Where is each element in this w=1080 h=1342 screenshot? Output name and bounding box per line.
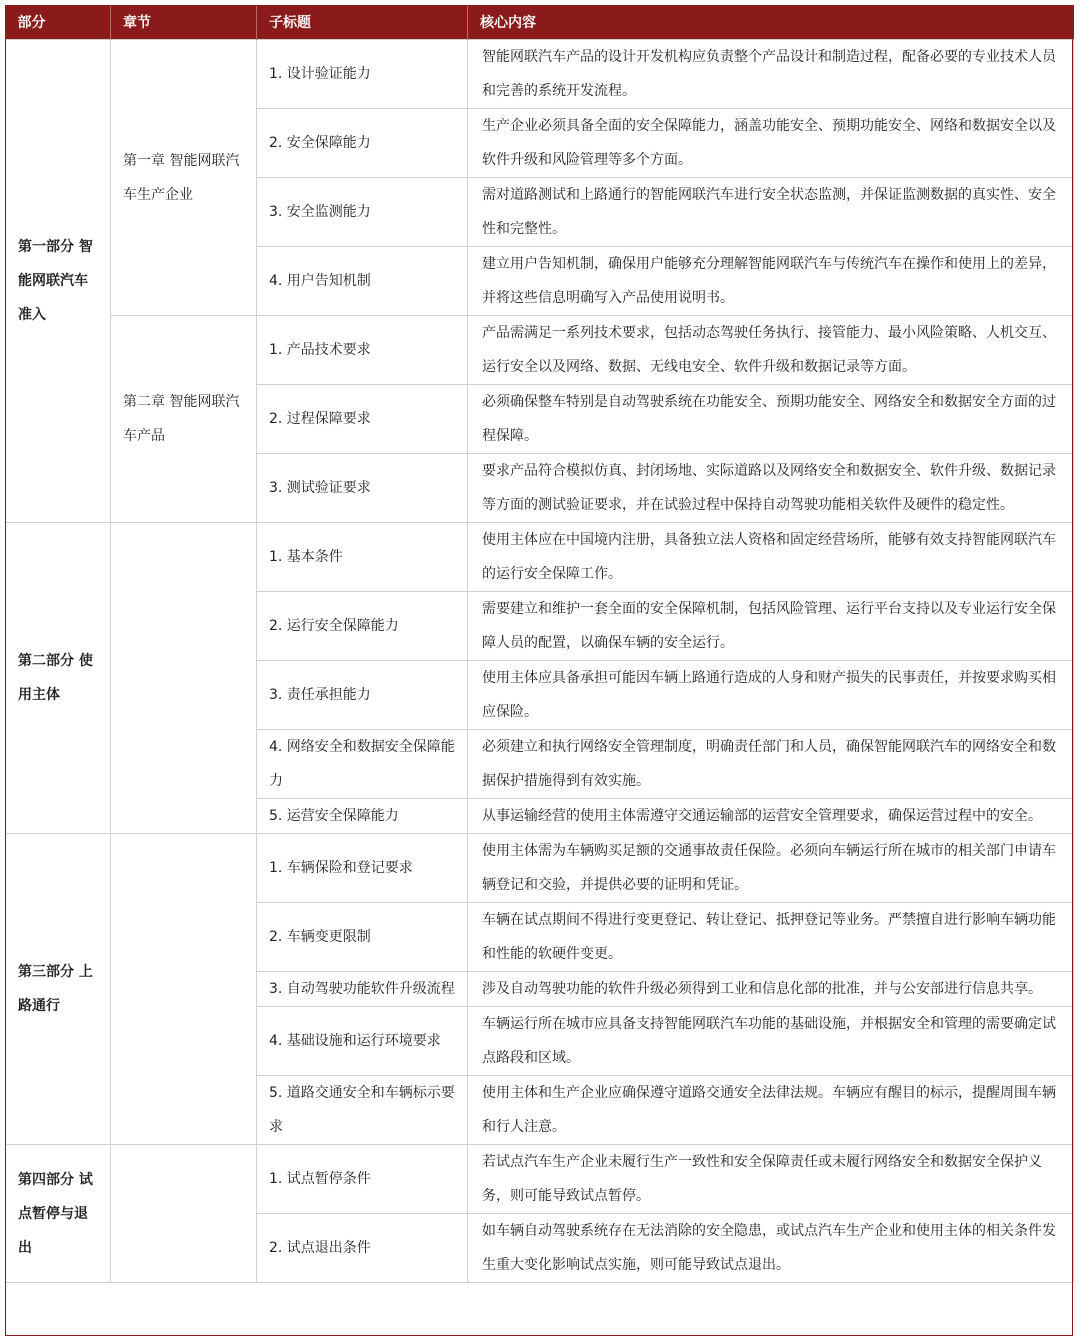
- chapter-cell: [111, 523, 257, 834]
- content-cell: 使用主体应具备承担可能因车辆上路通行造成的人身和财产损失的民事责任，并按要求购买相应保险。: [468, 661, 1074, 730]
- header-content: 核心内容: [468, 5, 1074, 40]
- chapter-cell: [111, 1145, 257, 1283]
- subtitle-cell: 2. 过程保障要求: [257, 385, 468, 454]
- subtitle-cell: 1. 试点暂停条件: [257, 1145, 468, 1214]
- subtitle-cell: 2. 试点退出条件: [257, 1214, 468, 1283]
- subtitle-cell: 4. 用户告知机制: [257, 247, 468, 316]
- content-cell: 要求产品符合模拟仿真、封闭场地、实际道路以及网络安全和数据安全、软件升级、数据记录等方面的测试验证要求，并在试验过程中保持自动驾驶功能相关软件及硬件的稳定性。: [468, 454, 1074, 523]
- subtitle-cell: 1. 基本条件: [257, 523, 468, 592]
- chapter-cell: 第二章 智能网联汽车产品: [111, 316, 257, 523]
- content-cell: 从事运输经营的使用主体需遵守交通运输部的运营安全管理要求，确保运营过程中的安全。: [468, 799, 1074, 834]
- policy-table: [5, 5, 1074, 1283]
- content-cell: 车辆运行所在城市应具备支持智能网联汽车功能的基础设施，并根据安全和管理的需要确定试点路段和区域。: [468, 1007, 1074, 1076]
- content-cell: 涉及自动驾驶功能的软件升级必须得到工业和信息化部的批准，并与公安部进行信息共享。: [468, 972, 1074, 1007]
- subtitle-cell: 1. 设计验证能力: [257, 40, 468, 109]
- content-cell: 生产企业必须具备全面的安全保障能力，涵盖功能安全、预期功能安全、网络和数据安全以及软件升级和风险管理等多个方面。: [468, 109, 1074, 178]
- subtitle-cell: 1. 产品技术要求: [257, 316, 468, 385]
- content-cell: 使用主体和生产企业应确保遵守道路交通安全法律法规。车辆应有醒目的标示，提醒周围车辆和行人注意。: [468, 1076, 1074, 1145]
- table-row: [6, 316, 1074, 385]
- subtitle-cell: 2. 安全保障能力: [257, 109, 468, 178]
- content-cell: 车辆在试点期间不得进行变更登记、转让登记、抵押登记等业务。严禁擅自进行影响车辆功能和性能的软硬件变更。: [468, 903, 1074, 972]
- subtitle-cell: 4. 基础设施和运行环境要求: [257, 1007, 468, 1076]
- chapter-cell: [111, 834, 257, 1145]
- subtitle-cell: 1. 车辆保险和登记要求: [257, 834, 468, 903]
- chapter-cell: 第一章 智能网联汽车生产企业: [111, 40, 257, 316]
- table-body: [6, 40, 1074, 1283]
- part-cell: 第四部分 试点暂停与退出: [6, 1145, 111, 1283]
- content-cell: 若试点汽车生产企业未履行生产一致性和安全保障责任或未履行网络安全和数据安全保护义务，则可能导致试点暂停。: [468, 1145, 1074, 1214]
- content-cell: 需要建立和维护一套全面的安全保障机制，包括风险管理、运行平台支持以及专业运行安全保障人员的配置，以确保车辆的安全运行。: [468, 592, 1074, 661]
- content-cell: 使用主体需为车辆购买足额的交通事故责任保险。必须向车辆运行所在城市的相关部门申请车辆登记和交验，并提供必要的证明和凭证。: [468, 834, 1074, 903]
- content-cell: 如车辆自动驾驶系统存在无法消除的安全隐患，或试点汽车生产企业和使用主体的相关条件发生重大变化影响试点实施，则可能导致试点退出。: [468, 1214, 1074, 1283]
- content-cell: 必须确保整车特别是自动驾驶系统在功能安全、预期功能安全、网络安全和数据安全方面的过程保障。: [468, 385, 1074, 454]
- table-row: [6, 40, 1074, 109]
- subtitle-cell: 4. 网络安全和数据安全保障能力: [257, 730, 468, 799]
- content-cell: 使用主体应在中国境内注册，具备独立法人资格和固定经营场所，能够有效支持智能网联汽车的运行安全保障工作。: [468, 523, 1074, 592]
- content-cell: 产品需满足一系列技术要求，包括动态驾驶任务执行、接管能力、最小风险策略、人机交互、运行安全以及网络、数据、无线电安全、软件升级和数据记录等方面。: [468, 316, 1074, 385]
- subtitle-cell: 5. 运营安全保障能力: [257, 799, 468, 834]
- table-row: [6, 1145, 1074, 1214]
- header-subtitle: 子标题: [257, 5, 468, 40]
- table-header-row: [6, 5, 1074, 40]
- table-row: [6, 523, 1074, 592]
- part-cell: 第三部分 上路通行: [6, 834, 111, 1145]
- subtitle-cell: 3. 责任承担能力: [257, 661, 468, 730]
- part-cell: 第一部分 智能网联汽车准入: [6, 40, 111, 523]
- content-cell: 需对道路测试和上路通行的智能网联汽车进行安全状态监测，并保证监测数据的真实性、安全性和完整性。: [468, 178, 1074, 247]
- subtitle-cell: 5. 道路交通安全和车辆标示要求: [257, 1076, 468, 1145]
- subtitle-cell: 2. 车辆变更限制: [257, 903, 468, 972]
- subtitle-cell: 3. 自动驾驶功能软件升级流程: [257, 972, 468, 1007]
- content-cell: 建立用户告知机制，确保用户能够充分理解智能网联汽车与传统汽车在操作和使用上的差异，并将这些信息明确写入产品使用说明书。: [468, 247, 1074, 316]
- subtitle-cell: 3. 安全监测能力: [257, 178, 468, 247]
- header-part: 部分: [6, 5, 111, 40]
- subtitle-cell: 2. 运行安全保障能力: [257, 592, 468, 661]
- table-row: [6, 834, 1074, 903]
- content-cell: 必须建立和执行网络安全管理制度，明确责任部门和人员，确保智能网联汽车的网络安全和数据保护措施得到有效实施。: [468, 730, 1074, 799]
- content-cell: 智能网联汽车产品的设计开发机构应负责整个产品设计和制造过程，配备必要的专业技术人员和完善的系统开发流程。: [468, 40, 1074, 109]
- header-chapter: 章节: [111, 5, 257, 40]
- subtitle-cell: 3. 测试验证要求: [257, 454, 468, 523]
- part-cell: 第二部分 使用主体: [6, 523, 111, 834]
